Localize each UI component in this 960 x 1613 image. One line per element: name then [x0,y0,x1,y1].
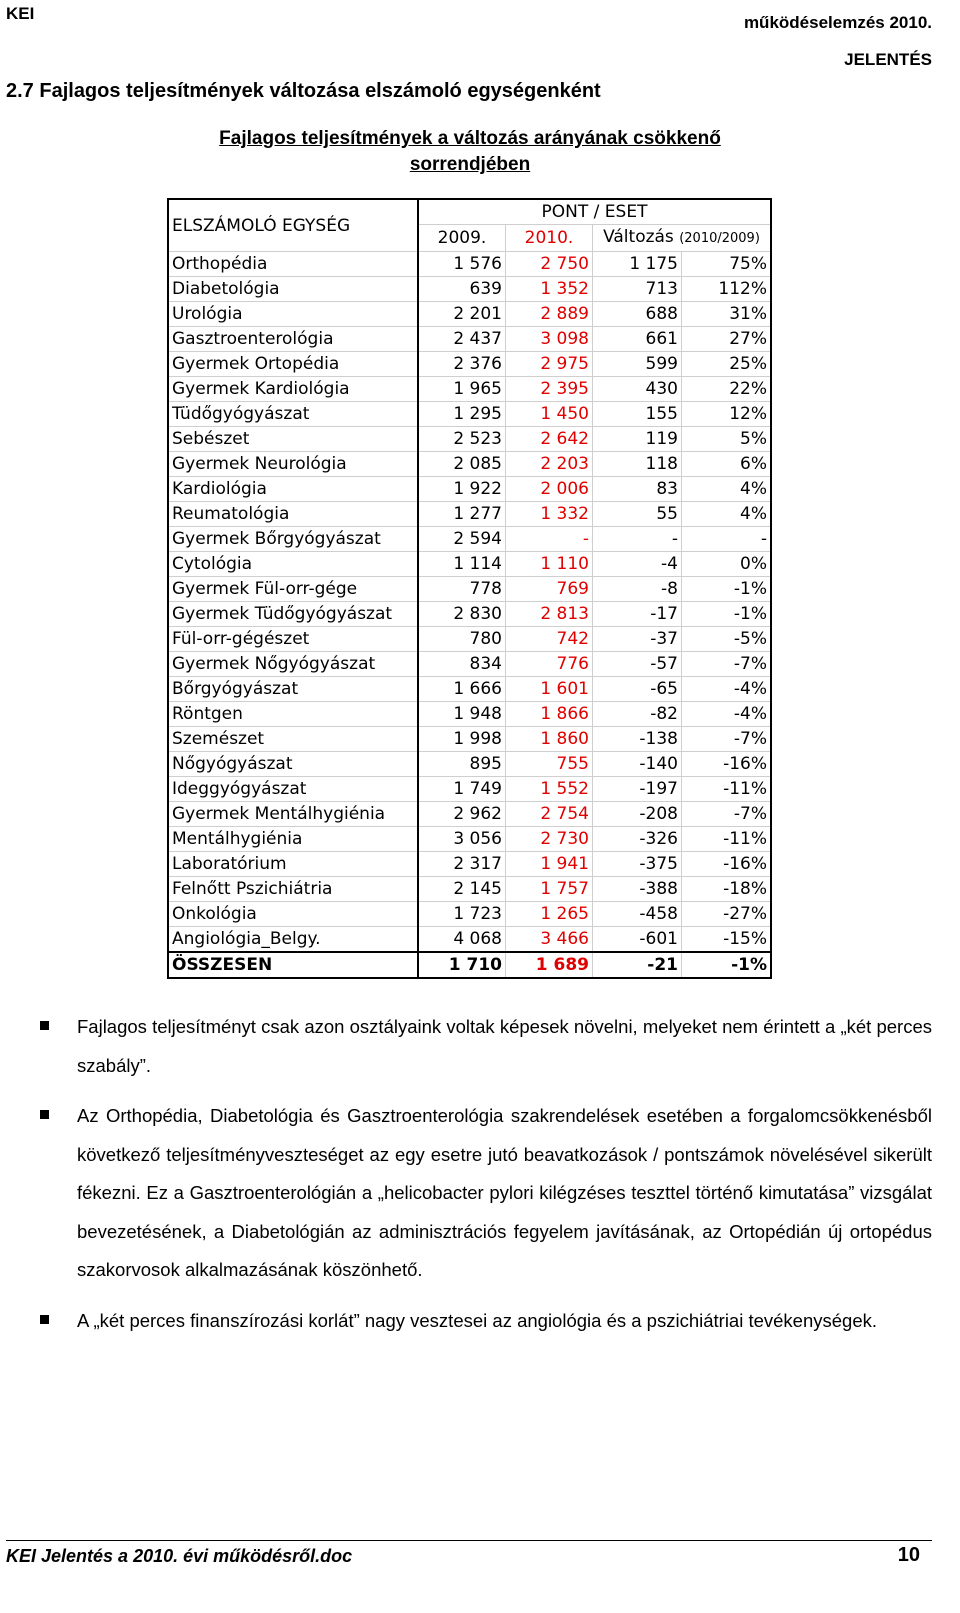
value-2009-cell: 1 922 [418,477,506,502]
col-header-2010: 2010. [506,225,593,252]
change-abs-cell: 1 175 [593,252,682,277]
table-row [168,552,771,577]
table-row [168,827,771,852]
footer-page-number: 10 [897,1544,920,1566]
change-abs-cell: -208 [593,802,682,827]
value-2010-cell: 2 203 [506,452,593,477]
bullet-item [40,1008,932,1085]
table-row [168,627,771,652]
table-row [168,852,771,877]
table-row [168,752,771,777]
value-2009-cell: 2 830 [418,602,506,627]
value-2010-cell: 2 975 [506,352,593,377]
bullet-item [40,1097,932,1290]
value-2010-cell: 1 866 [506,702,593,727]
value-2009-cell: 639 [418,277,506,302]
value-2009-cell: 2 523 [418,427,506,452]
value-2010-cell: 2 889 [506,302,593,327]
change-abs-cell: -8 [593,577,682,602]
unit-name-cell: Bőrgyógyászat [168,677,418,702]
bullet-text: A „két perces finanszírozási korlát” nagy vesztesei az angiológia és a pszichiátriai tevékenységek. [77,1309,878,1331]
value-2009-cell: 1 723 [418,902,506,927]
table-row [168,302,771,327]
table-body [168,252,771,979]
change-abs-cell: 118 [593,452,682,477]
table-row [168,277,771,302]
table-row [168,477,771,502]
unit-name-cell: Röntgen [168,702,418,727]
table-row [168,727,771,752]
value-2010-cell: 2 642 [506,427,593,452]
change-pct-cell: -27% [682,902,772,927]
table-row [168,777,771,802]
value-2009-cell: 2 085 [418,452,506,477]
section-title: 2.7 Fajlagos teljesítmények változása elszámoló egységenként [6,80,601,102]
table-row [168,902,771,927]
value-2010-cell: - [506,527,593,552]
change-pct-cell: -7% [682,727,772,752]
value-2010-cell: 2 006 [506,477,593,502]
unit-name-cell: Kardiológia [168,477,418,502]
unit-name-cell: Gyermek Ortopédia [168,352,418,377]
unit-name-cell: Gyermek Mentálhygiénia [168,802,418,827]
change-abs-cell: -326 [593,827,682,852]
value-2009-cell: 2 594 [418,527,506,552]
unit-name-cell: Felnőtt Pszichiátria [168,877,418,902]
unit-name-cell: Gyermek Bőrgyógyászat [168,527,418,552]
value-2009-cell: 1 749 [418,777,506,802]
change-pct-cell: -7% [682,802,772,827]
col-header-change-note: (2010/2009) [679,231,760,246]
col-header-2009: 2009. [418,225,506,252]
value-2009-cell: 2 201 [418,302,506,327]
change-pct-cell: -11% [682,777,772,802]
change-abs-cell: 713 [593,277,682,302]
unit-name-cell: Onkológia [168,902,418,927]
change-pct-cell: 4% [682,502,772,527]
unit-name-cell: Angiológia_Belgy. [168,927,418,953]
value-2010-cell: 2 395 [506,377,593,402]
performance-table [167,198,772,979]
total-2010-cell: 1 689 [506,952,593,978]
footer-doc-name: KEI Jelentés a 2010. évi működésről.doc [6,1546,353,1566]
change-pct-cell: 22% [682,377,772,402]
table-row [168,327,771,352]
value-2009-cell: 895 [418,752,506,777]
change-abs-cell: -601 [593,927,682,953]
value-2009-cell: 1 295 [418,402,506,427]
change-abs-cell: -37 [593,627,682,652]
value-2010-cell: 1 601 [506,677,593,702]
change-pct-cell: 0% [682,552,772,577]
change-pct-cell: 12% [682,402,772,427]
unit-name-cell: Orthopédia [168,252,418,277]
value-2010-cell: 755 [506,752,593,777]
value-2010-cell: 776 [506,652,593,677]
value-2010-cell: 769 [506,577,593,602]
bullet-item [40,1302,932,1341]
unit-name-cell: Gyermek Kardiológia [168,377,418,402]
unit-name-cell: Mentálhygiénia [168,827,418,852]
footer-divider [6,1540,932,1541]
value-2009-cell: 1 114 [418,552,506,577]
bullet-square-icon [40,1021,49,1030]
change-pct-cell: -4% [682,677,772,702]
change-pct-cell: -18% [682,877,772,902]
change-pct-cell: -1% [682,602,772,627]
change-abs-cell: -388 [593,877,682,902]
change-abs-cell: 155 [593,402,682,427]
value-2010-cell: 1 450 [506,402,593,427]
bullet-square-icon [40,1315,49,1324]
change-abs-cell: -82 [593,702,682,727]
table-title: Fajlagos teljesítmények a változás arányának csökkenő sorrendjében [219,128,721,175]
col-header-group: PONT / ESET [418,199,771,225]
unit-name-cell: Ideggyógyászat [168,777,418,802]
value-2010-cell: 1 332 [506,502,593,527]
change-abs-cell: -197 [593,777,682,802]
unit-name-cell: Gyermek Fül-orr-gége [168,577,418,602]
col-header-change-label: Változás [603,227,674,247]
value-2009-cell: 2 437 [418,327,506,352]
value-2009-cell: 1 576 [418,252,506,277]
unit-name-cell: Reumatológia [168,502,418,527]
value-2009-cell: 2 962 [418,802,506,827]
unit-name-cell: Gyermek Tüdőgyógyászat [168,602,418,627]
table-row [168,452,771,477]
total-change-abs-cell: -21 [593,952,682,978]
value-2009-cell: 834 [418,652,506,677]
change-pct-cell: 25% [682,352,772,377]
col-header-change [593,225,772,252]
unit-name-cell: Szemészet [168,727,418,752]
value-2010-cell: 2 750 [506,252,593,277]
change-pct-cell: -1% [682,577,772,602]
change-pct-cell: 27% [682,327,772,352]
value-2009-cell: 1 965 [418,377,506,402]
total-2009-cell: 1 710 [418,952,506,978]
change-abs-cell: -65 [593,677,682,702]
total-row [168,952,771,978]
table-row [168,352,771,377]
table-row [168,927,771,953]
header-left: KEI [6,4,35,23]
unit-name-cell: Laboratórium [168,852,418,877]
table-row [168,502,771,527]
unit-name-cell: Fül-orr-gégészet [168,627,418,652]
unit-name-cell: Sebészet [168,427,418,452]
change-pct-cell: 5% [682,427,772,452]
value-2009-cell: 1 277 [418,502,506,527]
change-abs-cell: 55 [593,502,682,527]
change-pct-cell: -5% [682,627,772,652]
value-2009-cell: 1 666 [418,677,506,702]
change-abs-cell: 430 [593,377,682,402]
value-2010-cell: 1 265 [506,902,593,927]
table-row [168,652,771,677]
value-2010-cell: 742 [506,627,593,652]
total-change-pct-cell: -1% [682,952,772,978]
header-right [744,4,932,78]
unit-name-cell: Diabetológia [168,277,418,302]
change-abs-cell: - [593,527,682,552]
change-pct-cell: -7% [682,652,772,677]
value-2010-cell: 1 352 [506,277,593,302]
table-row [168,877,771,902]
change-abs-cell: -375 [593,852,682,877]
header-right-line2: JELENTÉS [844,50,932,69]
unit-name-cell: Nőgyógyászat [168,752,418,777]
table-row [168,427,771,452]
table-row [168,602,771,627]
bullet-list [40,1008,932,1352]
change-abs-cell: 599 [593,352,682,377]
table-row [168,677,771,702]
value-2010-cell: 2 754 [506,802,593,827]
change-abs-cell: -458 [593,902,682,927]
value-2009-cell: 1 948 [418,702,506,727]
change-pct-cell: -15% [682,927,772,953]
change-pct-cell: -4% [682,702,772,727]
change-pct-cell: 6% [682,452,772,477]
value-2010-cell: 2 730 [506,827,593,852]
value-2010-cell: 1 552 [506,777,593,802]
unit-name-cell: Gyermek Neurológia [168,452,418,477]
table-row [168,402,771,427]
change-abs-cell: -57 [593,652,682,677]
change-pct-cell: -11% [682,827,772,852]
change-abs-cell: 83 [593,477,682,502]
value-2009-cell: 2 145 [418,877,506,902]
value-2009-cell: 780 [418,627,506,652]
change-abs-cell: 119 [593,427,682,452]
table-row [168,252,771,277]
table-row [168,702,771,727]
unit-name-cell: Gasztroenterológia [168,327,418,352]
total-label-cell: ÖSSZESEN [168,952,418,978]
change-abs-cell: -138 [593,727,682,752]
value-2010-cell: 2 813 [506,602,593,627]
value-2009-cell: 778 [418,577,506,602]
change-pct-cell: 112% [682,277,772,302]
table-row [168,527,771,552]
change-pct-cell: 31% [682,302,772,327]
change-abs-cell: -140 [593,752,682,777]
value-2009-cell: 1 998 [418,727,506,752]
table-row [168,802,771,827]
unit-name-cell: Tüdőgyógyászat [168,402,418,427]
table-row [168,577,771,602]
value-2009-cell: 3 056 [418,827,506,852]
bullet-text: Fajlagos teljesítményt csak azon osztályaink voltak képesek növelni, melyeket nem érintett a „két perces szabály”. [77,1016,932,1076]
change-pct-cell: -16% [682,752,772,777]
value-2010-cell: 3 098 [506,327,593,352]
change-abs-cell: -4 [593,552,682,577]
change-pct-cell: 4% [682,477,772,502]
bullet-text: Az Orthopédia, Diabetológia és Gasztroenterológia szakrendelések esetében a forgalomcsökkenésből következő teljesítményveszteséget az egy esetre jutó beavatkozások / pontszámok növelésével sikerült fékezni. Ez a Gasztroenterológián a „helicobacter pylori kilégzéses teszttel történő kimutatása” vizsgálat bevezetésének, a Diabetológián az adminisztrációs fegyelem javításának, az Ortopédián új ortopédus szakorvosok alkalmazásának köszönhető. [77,1105,932,1280]
unit-name-cell: Gyermek Nőgyógyászat [168,652,418,677]
change-abs-cell: 661 [593,327,682,352]
value-2010-cell: 1 110 [506,552,593,577]
value-2010-cell: 1 860 [506,727,593,752]
unit-name-cell: Cytológia [168,552,418,577]
change-pct-cell: -16% [682,852,772,877]
change-abs-cell: -17 [593,602,682,627]
value-2010-cell: 1 757 [506,877,593,902]
table-row [168,377,771,402]
col-header-unit: ELSZÁMOLÓ EGYSÉG [168,199,418,252]
unit-name-cell: Urológia [168,302,418,327]
value-2010-cell: 3 466 [506,927,593,953]
value-2010-cell: 1 941 [506,852,593,877]
change-pct-cell: 75% [682,252,772,277]
value-2009-cell: 2 317 [418,852,506,877]
header-right-line1: működéselemzés 2010. [743,13,932,32]
change-pct-cell: - [682,527,772,552]
value-2009-cell: 4 068 [418,927,506,953]
value-2009-cell: 2 376 [418,352,506,377]
change-abs-cell: 688 [593,302,682,327]
bullet-square-icon [40,1110,49,1119]
